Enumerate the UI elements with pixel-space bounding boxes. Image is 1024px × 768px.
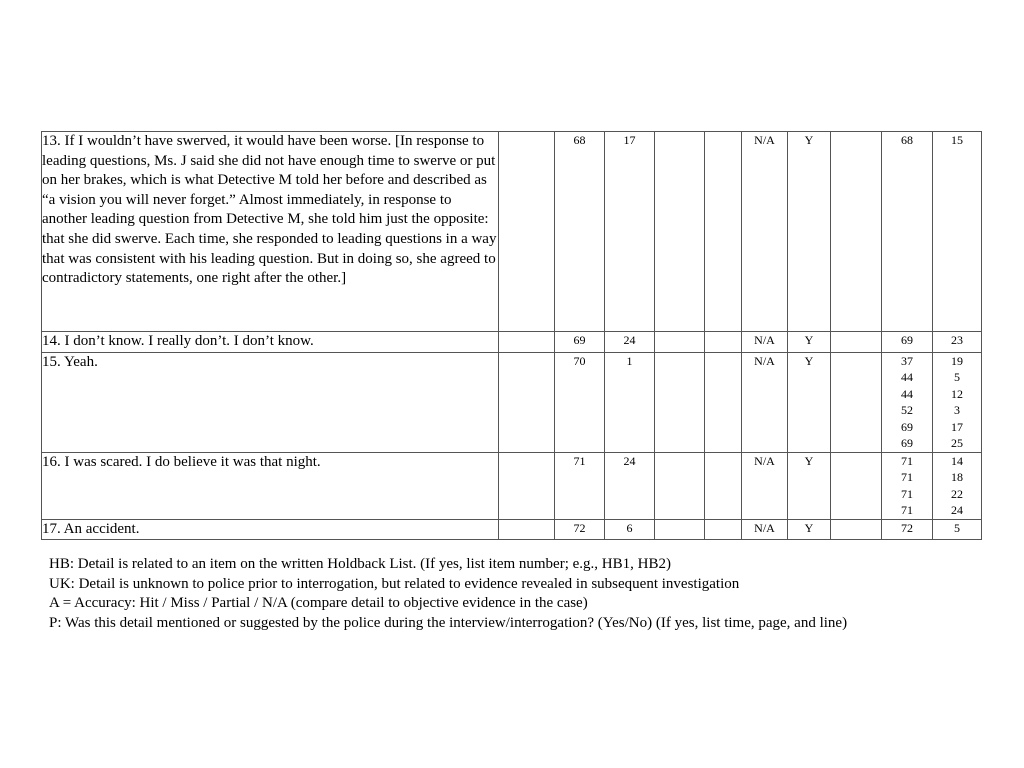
police-page-cell [882,452,933,519]
time-cell [831,452,882,519]
police-page-value: 69 [901,419,913,434]
line-number-cell: 24 [605,332,655,353]
detail-text: 16. I was scared. I do believe it was that night. [42,452,499,519]
police-line-cell [933,332,982,353]
hb-cell [655,132,705,332]
detail-text: 13. If I wouldn’t have swerved, it would have been worse. [In response to leading questions, Ms. J said she did not have enough time to swerve or put on her brakes, which is what Detective M told her before and described as “a vision you will never forget.” Almost immediately, in response to another leading question from Detective M, she told him just the opposite: that she did swerve. Each time, she responded to leading questions in a way that was consistent with his leading question. But in doing so, she agreed to contradictory statements, one right after the other.] [42,132,499,332]
police-line-cell [933,519,982,540]
line-number-cell: 24 [605,452,655,519]
police-line-value: 17 [951,419,963,434]
police-line-value: 12 [951,386,963,401]
police-mentioned-cell: Y [788,132,831,332]
table-row [42,519,982,540]
detail-text: 15. Yeah. [42,352,499,452]
police-mentioned-cell: Y [788,332,831,353]
empty-cell [499,332,555,353]
time-cell [831,132,882,332]
police-line-value: 22 [951,486,963,501]
time-cell [831,352,882,452]
police-line-value: 18 [951,470,963,485]
legend-a: A = Accuracy: Hit / Miss / Partial / N/A (compare detail to objective evidence in the case) [49,595,588,612]
police-page-value: 37 [901,353,913,368]
page-number-cell: 72 [555,519,605,540]
empty-cell [499,452,555,519]
legend-p: P: Was this detail mentioned or suggested by the police during the interview/interrogation? (Yes/No) (If yes, list time, page, and line) [49,614,848,631]
hb-cell [655,332,705,353]
police-page-cell [882,332,933,353]
police-page-cell [882,132,933,332]
detail-text: 14. I don’t know. I really don’t. I don’t know. [42,332,499,353]
police-line-value: 24 [951,503,963,518]
uk-cell [705,452,742,519]
uk-cell [705,519,742,540]
page-number-cell: 70 [555,352,605,452]
empty-cell [499,519,555,540]
police-page-value: 52 [901,403,913,418]
table-row [42,332,982,353]
hb-cell [655,452,705,519]
legend-hb: HB: Detail is related to an item on the written Holdback List. (If yes, list item number; e.g., HB1, HB2) [49,556,671,572]
police-page-cell [882,352,933,452]
police-line-cell [933,132,982,332]
detail-text: 17. An accident. [42,519,499,540]
police-page-value: 71 [901,486,913,501]
uk-cell [705,352,742,452]
police-line-value: 5 [954,370,960,385]
legend [49,555,1009,633]
police-page-value: 44 [901,386,913,401]
table-row [42,352,982,452]
police-page-value: 71 [901,470,913,485]
accuracy-cell: N/A [742,332,788,353]
accuracy-cell: N/A [742,519,788,540]
page-number-cell: 69 [555,332,605,353]
accuracy-cell: N/A [742,352,788,452]
police-line-value: 15 [951,133,963,147]
legend-uk: UK: Detail is unknown to police prior to interrogation, but related to evidence revealed in subsequent investigation [49,575,740,592]
accuracy-cell: N/A [742,132,788,332]
line-number-cell: 6 [605,519,655,540]
empty-cell [499,352,555,452]
police-mentioned-cell: Y [788,352,831,452]
table-row [42,132,982,332]
police-line-value: 25 [951,436,963,451]
time-cell [831,332,882,353]
police-page-value: 71 [901,453,913,468]
police-line-cell [933,352,982,452]
interrogation-detail-table [41,131,982,540]
page-number-cell: 68 [555,132,605,332]
police-line-value: 5 [954,520,960,535]
police-line-cell [933,452,982,519]
police-page-value: 69 [901,436,913,451]
line-number-cell: 17 [605,132,655,332]
police-line-value: 19 [951,353,963,368]
police-page-value: 72 [901,520,913,535]
time-cell [831,519,882,540]
accuracy-cell: N/A [742,452,788,519]
hb-cell [655,352,705,452]
police-page-cell [882,519,933,540]
police-line-value: 3 [954,403,960,418]
uk-cell [705,332,742,353]
page-number-cell: 71 [555,452,605,519]
police-line-value: 14 [951,453,963,468]
police-page-value: 69 [901,333,913,347]
police-mentioned-cell: Y [788,519,831,540]
hb-cell [655,519,705,540]
police-line-value: 23 [951,333,963,347]
police-page-value: 68 [901,133,913,147]
police-page-value: 71 [901,503,913,518]
table-row [42,452,982,519]
police-mentioned-cell: Y [788,452,831,519]
line-number-cell: 1 [605,352,655,452]
empty-cell [499,132,555,332]
uk-cell [705,132,742,332]
police-page-value: 44 [901,370,913,385]
